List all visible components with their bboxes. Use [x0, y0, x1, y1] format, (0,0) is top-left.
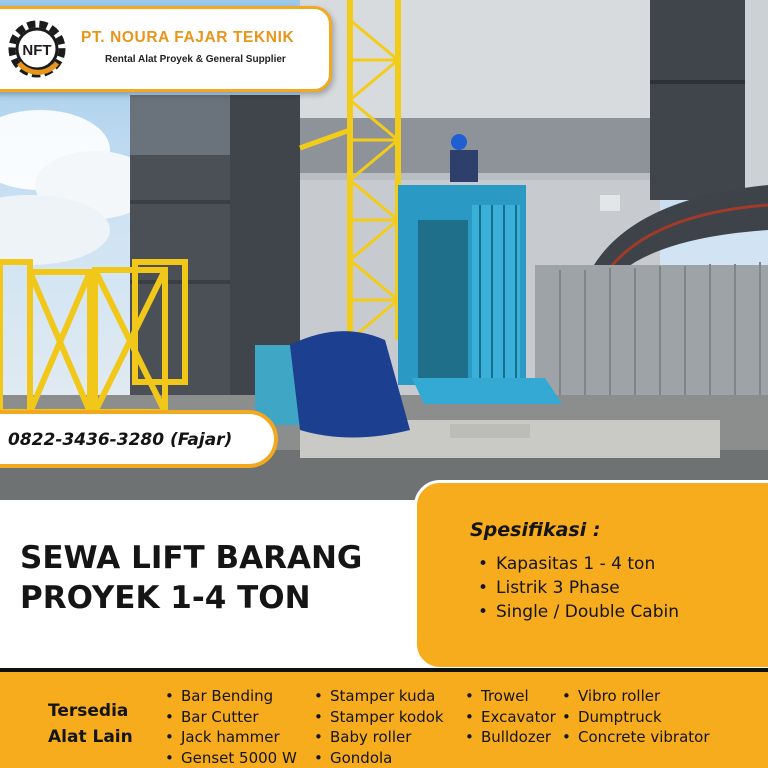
equipment-item: • Genset 5000 W [165, 748, 297, 768]
equipment-item: • Stamper kodok [314, 707, 444, 728]
equipment-item: • Stamper kuda [314, 686, 444, 707]
equipment-item: • Concrete vibrator [562, 727, 710, 748]
headline [20, 538, 362, 618]
company-name: PT. NOURA FAJAR TEKNIK [81, 29, 295, 46]
equipment-item: • Jack hammer [165, 727, 297, 748]
headline-line-2: PROYEK 1-4 TON [20, 580, 311, 616]
equipment-column-1 [165, 686, 297, 768]
spec-item: • Listrik 3 Phase [478, 576, 679, 600]
equipment-item: • Dumptruck [562, 707, 710, 728]
equipment-item: • Gondola [314, 748, 444, 768]
spec-item: • Single / Double Cabin [478, 600, 679, 624]
other-equipment-label-line-2: Alat Lain [48, 727, 133, 747]
equipment-item: • Bulldozer [465, 727, 556, 748]
equipment-item: • Baby roller [314, 727, 444, 748]
equipment-column-2 [314, 686, 444, 768]
spec-item: • Kapasitas 1 - 4 ton [478, 552, 679, 576]
equipment-item: • Bar Cutter [165, 707, 297, 728]
other-equipment-label-line-1: Tersedia [48, 701, 129, 721]
equipment-item: • Trowel [465, 686, 556, 707]
equipment-column-3 [465, 686, 556, 748]
other-equipment-label [48, 698, 133, 750]
equipment-item: • Vibro roller [562, 686, 710, 707]
equipment-item: • Excavator [465, 707, 556, 728]
phone-number[interactable]: 0822-3436-3280 (Fajar) [8, 430, 233, 450]
company-tagline: Rental Alat Proyek & General Supplier [105, 54, 286, 65]
logo-monogram: NFT [22, 42, 52, 59]
equipment-item: • Bar Bending [165, 686, 297, 707]
gear-logo-icon [5, 17, 69, 81]
company-logo-card [0, 6, 332, 92]
headline-line-1: SEWA LIFT BARANG [20, 540, 363, 576]
phone-badge[interactable] [0, 410, 278, 468]
specifications-list [478, 552, 679, 624]
equipment-column-4 [562, 686, 710, 748]
specifications-title: Spesifikasi : [470, 519, 601, 541]
